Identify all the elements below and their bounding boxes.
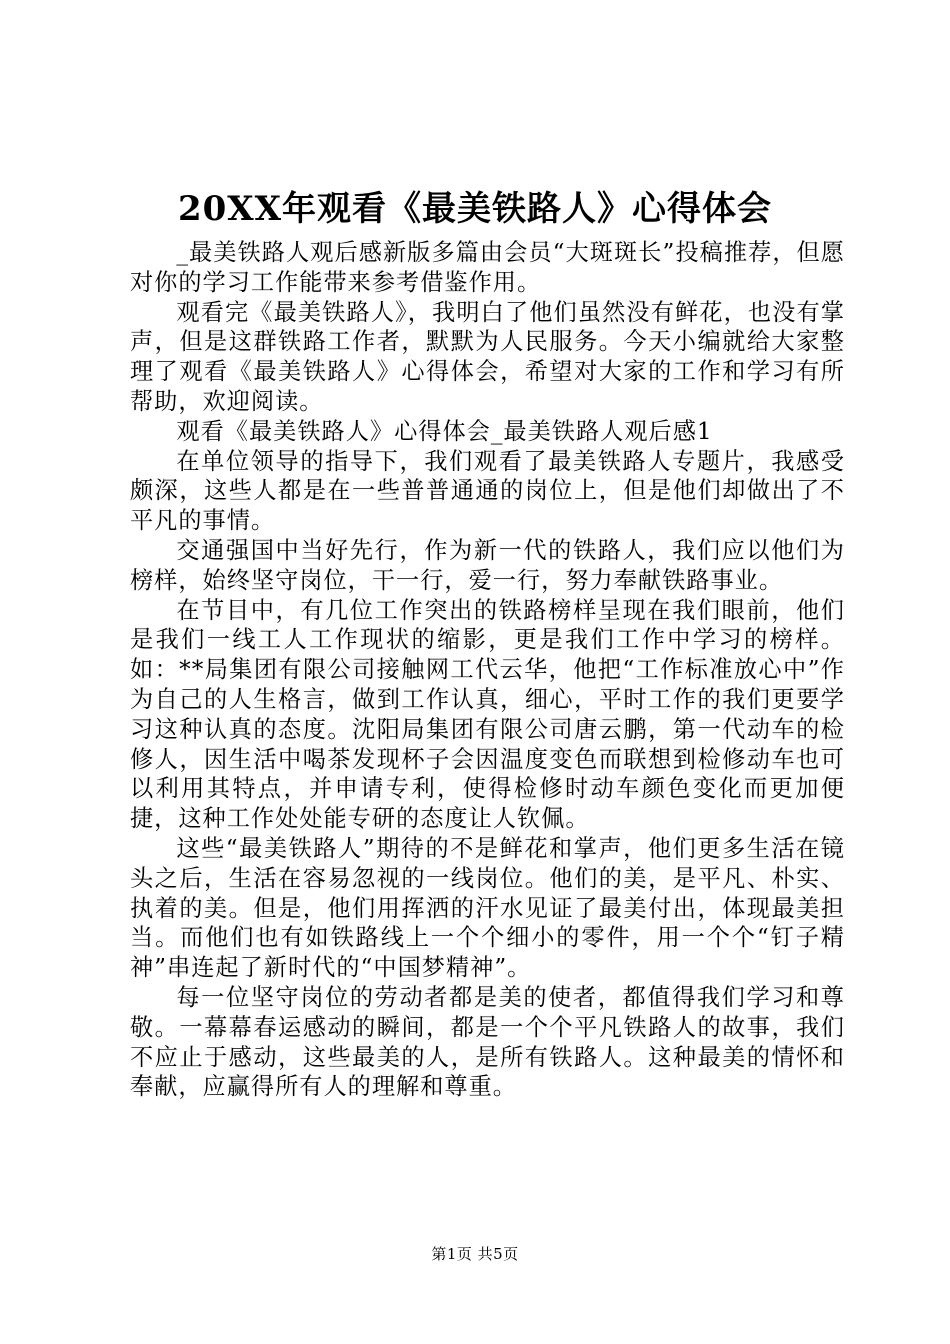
body-paragraph: 在单位领导的指导下，我们观看了最美铁路人专题片，我感受颇深，这些人都是在一些普普通通的岗位上，但是他们却做出了不平凡的事情。: [130, 447, 845, 535]
page-footer: 第1页 共5页: [431, 1245, 519, 1263]
body-paragraph: 这些“最美铁路人”期待的不是鲜花和掌声，他们更多生活在镜头之后，生活在容易忽视的一线岗位。他们的美，是平凡、朴实、执着的美。但是，他们用挥洒的汗水见证了最美付出，体现最美担当。而他们也有如铁路线上一个个细小的零件，用一个个“钉子精神”串连起了新时代的“中国梦精神”。: [130, 834, 845, 982]
document-body: [130, 238, 845, 1102]
body-paragraph: 每一位坚守岗位的劳动者都是美的使者，都值得我们学习和尊敬。一幕幕春运感动的瞬间，都是一个个平凡铁路人的故事，我们不应止于感动，这些最美的人，是所有铁路人。这种最美的情怀和奉献，应赢得所有人的理解和尊重。: [130, 983, 845, 1101]
body-paragraph: 在节目中，有几位工作突出的铁路榜样呈现在我们眼前，他们是我们一线工人工作现状的缩影，更是我们工作中学习的榜样。如：**局集团有限公司接触网工代云华，他把“工作标准放心中”作为自己的人生格言，做到工作认真，细心，平时工作的我们更要学习这种认真的态度。沈阳局集团有限公司唐云鹏，第一代动车的检修人，因生活中喝茶发现杯子会因温度变色而联想到检修动车也可以利用其特点，并申请专利，使得检修时动车颜色变化而更加便捷，这种工作处处能专研的态度让人钦佩。: [130, 596, 845, 833]
section-heading: 观看《最美铁路人》心得体会_最美铁路人观后感1: [176, 417, 713, 445]
summary-paragraph: 观看完《最美铁路人》，我明白了他们虽然没有鲜花，也没有掌声，但是这群铁路工作者，默默为人民服务。今天小编就给大家整理了观看《最美铁路人》心得体会，希望对大家的工作和学习有所帮助，欢迎阅读。: [130, 298, 845, 415]
document-title: 20XX年观看《最美铁路人》心得体会: [177, 189, 773, 229]
intro-paragraph: _最美铁路人观后感新版多篇由会员“大斑斑长”投稿推荐，但愿对你的学习工作能带来参考借鉴作用。: [130, 239, 845, 296]
body-paragraph: 交通强国中当好先行，作为新一代的铁路人，我们应以他们为榜样，始终坚守岗位，干一行，爱一行，努力奉献铁路事业。: [130, 536, 845, 594]
